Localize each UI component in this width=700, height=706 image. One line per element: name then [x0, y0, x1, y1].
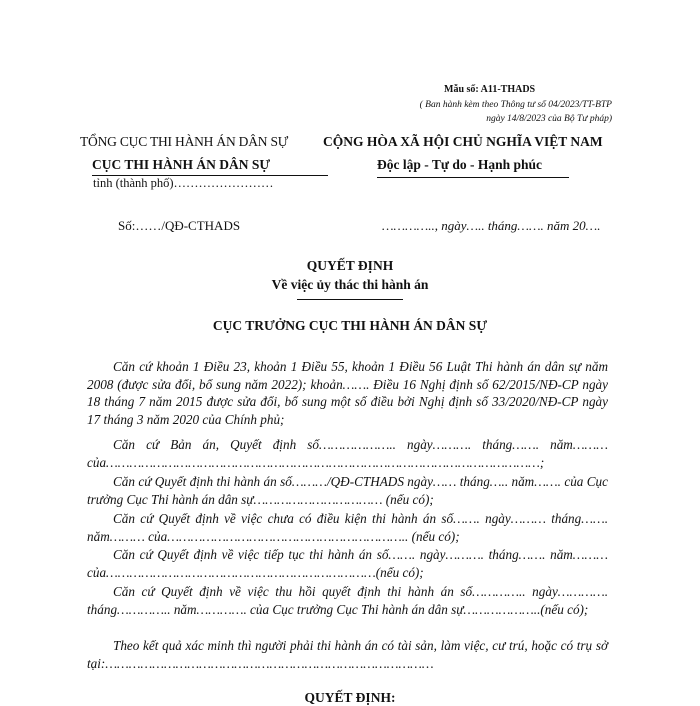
resume-enforcement-paragraph: Căn cứ Quyết định về việc tiếp tục thi hành án số……. ngày………. tháng……. năm……… của……………………………………………………………(nếu có); [87, 547, 608, 580]
form-number: Mẫu số: A11-THADS [444, 84, 536, 95]
legal-basis-paragraph: Căn cứ khoản 1 Điều 23, khoản 1 Điều 55, khoản 1 Điều 56 Luật Thi hành án dân sự năm 2008 (được sửa đổi, bổ sung năm 2022); khoản……. Điều 16 Nghị định số 62/2015/NĐ-CP ngày 18 tháng 7 năm 2015 được sửa đổi, bổ sung một số điều bởi Nghị định số 33/2020/NĐ-CP ngày 17 tháng 3 năm 2020 của Chính phủ; [87, 359, 608, 427]
title-underline [297, 299, 403, 300]
judgment-basis-paragraph: Căn cứ Bản án, Quyết định số……………….. ngày………. tháng……. năm……… của…………………………………………………………………………………………………; [87, 437, 608, 470]
form-note-line-1: ( Ban hành kèm theo Thông tư số 04/2023/TT-BTP [419, 100, 612, 110]
sub-agency-name: CỤC THI HÀNH ÁN DÂN SỰ [92, 157, 271, 172]
issuing-authority: CỤC TRƯỞNG CỤC THI HÀNH ÁN DÂN SỰ [212, 318, 488, 333]
verification-result-paragraph: Theo kết quả xác minh thì người phải thi hành án có tài sản, làm việc, cư trú, hoặc có trụ sở tại:………………………………………………………………………… [87, 638, 608, 671]
form-note [420, 98, 612, 126]
document-subtitle: Về việc ủy thác thi hành án [271, 277, 429, 292]
motto-underline [377, 177, 569, 178]
document-title: QUYẾT ĐỊNH [306, 258, 394, 273]
national-motto: Độc lập - Tự do - Hạnh phúc [377, 157, 543, 172]
enforcement-decision-paragraph: Căn cứ Quyết định thi hành án số………/QĐ-CTHADS ngày…… tháng….. năm……. của Cục trưởng Cục Thi hành án dân sự…………………………… (nếu có); [87, 474, 608, 507]
form-note-line-2: ngày 14/8/2023 của Bộ Tư pháp) [486, 114, 612, 124]
national-title: CỘNG HÒA XÃ HỘI CHỦ NGHĨA VIỆT NAM [323, 134, 603, 149]
province-field: tỉnh (thành phố)…………………… [93, 176, 274, 190]
decision-heading: QUYẾT ĐỊNH: [304, 690, 396, 705]
agency-name: TỔNG CỤC THI HÀNH ÁN DÂN SỰ [80, 134, 289, 149]
decision-number: Số:……/QĐ-CTHADS [118, 218, 241, 233]
no-condition-decision-paragraph: Căn cứ Quyết định về việc chưa có điều kiện thi hành án số……. ngày……… tháng……. năm……… của…………………………………………………….. (nếu có); [87, 511, 608, 544]
decision-date: ………….., ngày….. tháng……. năm 20…. [382, 218, 601, 233]
revocation-decision-paragraph: Căn cứ Quyết định về việc thu hồi quyết định thi hành án số………….. ngày…………. tháng………….. năm…………. của Cục trưởng Cục Thi hành án dân sự………………..(nếu có); [87, 584, 608, 617]
